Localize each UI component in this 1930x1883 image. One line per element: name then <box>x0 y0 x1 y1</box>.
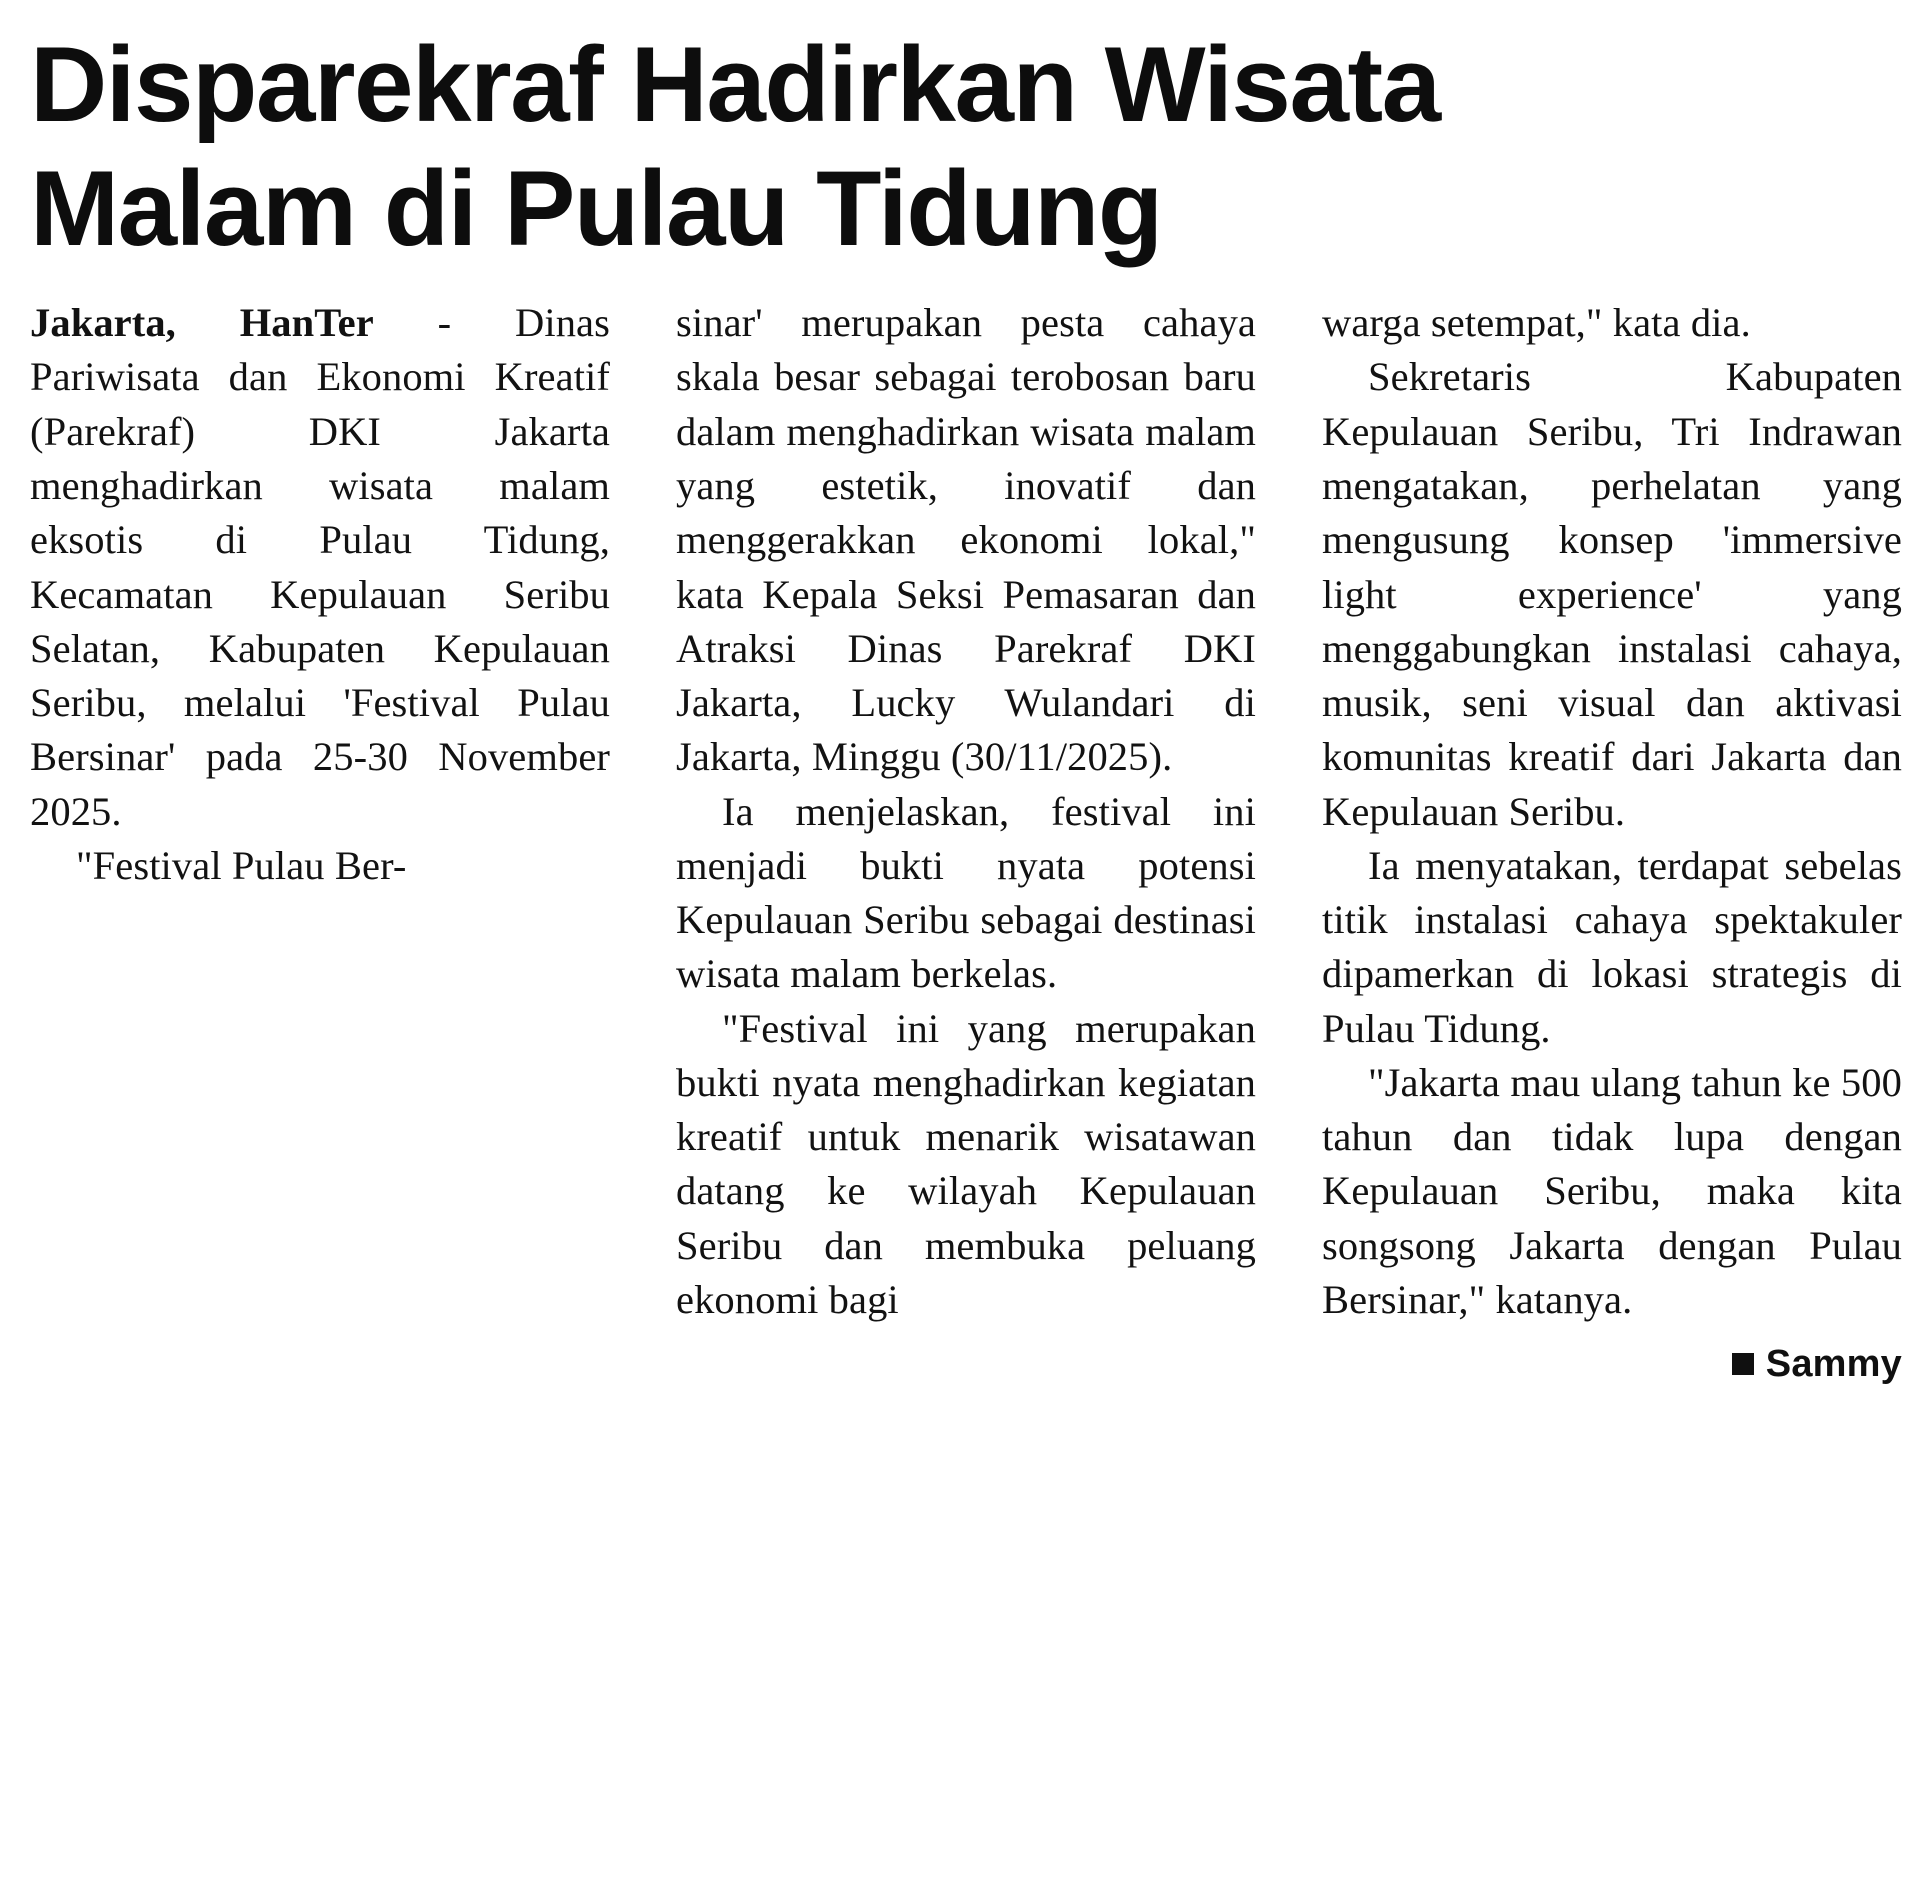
column-1 <box>30 296 610 893</box>
column-2 <box>676 296 1256 1327</box>
paragraph-text: warga setempat," kata dia. <box>1322 300 1751 346</box>
headline-line-1: Disparekraf Hadirkan Wisata <box>30 24 1440 144</box>
paragraph <box>1322 350 1902 838</box>
paragraph <box>676 785 1256 1002</box>
paragraph <box>1322 1056 1902 1327</box>
paragraph-text: Sekretaris Kabupaten Kepulauan Seribu, Tri Indrawan mengatakan, perhelatan yang mengusung konsep 'immersive light experience' yang menggabungkan instalasi cahaya, musik, seni visual dan aktivasi komunitas kreatif dari Jakarta dan Kepulauan Seribu. <box>1322 354 1902 834</box>
paragraph-text: Ia menjelaskan, festival ini menjadi bukti nyata potensi Kepulauan Seribu sebagai destinasi wisata malam berkelas. <box>676 788 1256 997</box>
paragraph-text: - Dinas Pariwisata dan Ekonomi Kreatif (Parekraf) DKI Jakarta menghadirkan wisata malam eksotis di Pulau Tidung, Kecamatan Kepulauan Seribu Selatan, Kabupaten Kepulauan Seribu, melalui 'Festival Pulau Bersinar' pada 25-30 November 2025. <box>30 300 610 834</box>
paragraph-text: "Jakarta mau ulang tahun ke 500 tahun dan tidak lupa dengan Kepulauan Seribu, maka kita songsong Jakarta dengan Pulau Bersinar," katanya. <box>1322 1059 1902 1322</box>
paragraph-text: "Festival ini yang merupakan bukti nyata menghadirkan kegiatan kreatif untuk menarik wisatawan datang ke wilayah Kepulauan Seribu dan membuka peluang ekonomi bagi <box>676 1005 1256 1322</box>
byline <box>1322 1343 1902 1386</box>
headline-line-2: Malam di Pulau Tidung <box>30 148 1162 269</box>
paragraph-text: Ia menyatakan, terdapat sebelas titik instalasi cahaya spektakuler dipamerkan di lokasi strategis di Pulau Tidung. <box>1322 842 1902 1051</box>
column-3 <box>1322 296 1902 1386</box>
square-bullet-icon <box>1732 1353 1754 1375</box>
article-columns <box>30 296 1902 1386</box>
paragraph <box>676 1002 1256 1328</box>
headline <box>30 22 1620 270</box>
paragraph-text: "Festival Pulau Ber- <box>76 842 407 888</box>
paragraph-text: sinar' merupakan pesta cahaya skala besar sebagai terobosan baru dalam menghadirkan wisata malam yang estetik, inovatif dan menggerakkan ekonomi lokal," kata Kepala Seksi Pemasaran dan Atraksi Dinas Parekraf DKI Jakarta, Lucky Wulandari di Jakarta, Minggu (30/11/2025). <box>676 300 1256 780</box>
paragraph <box>676 296 1256 784</box>
paragraph <box>30 296 610 839</box>
dateline-label: Jakarta, HanTer <box>30 300 374 346</box>
byline-text: Sammy <box>1765 1343 1902 1386</box>
paragraph <box>1322 839 1902 1056</box>
paragraph <box>30 839 610 893</box>
paragraph <box>1322 296 1902 350</box>
